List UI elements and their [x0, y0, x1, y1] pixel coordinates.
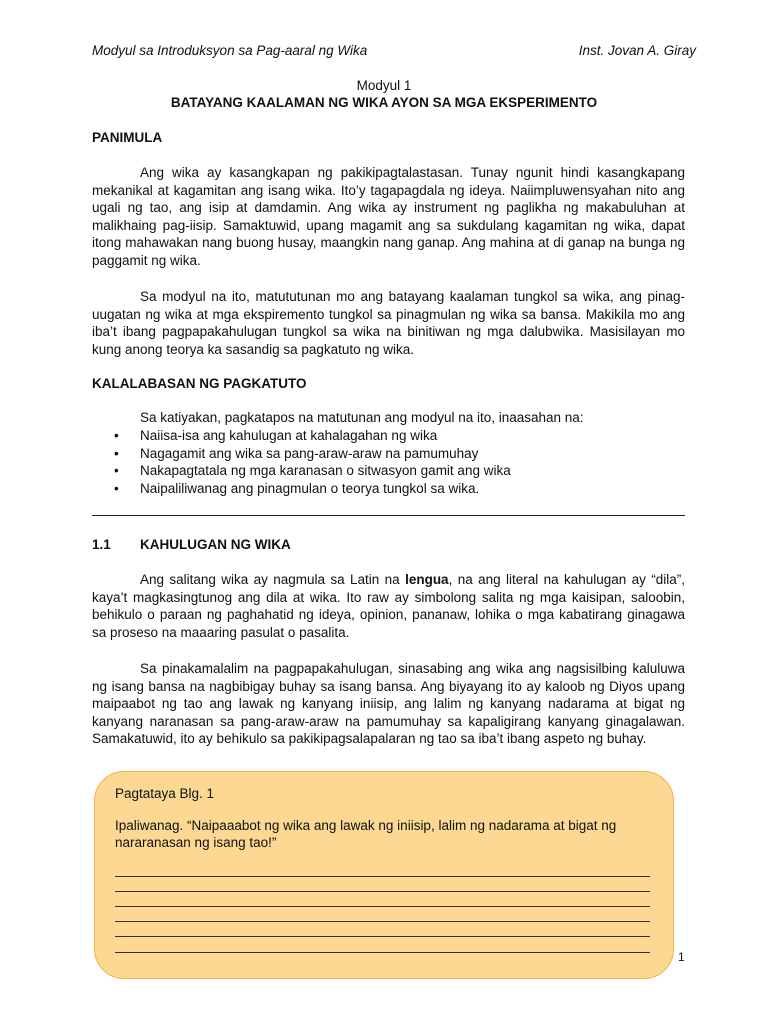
- section-title: KAHULUGAN NG WIKA: [140, 537, 291, 552]
- section-paragraph-1: Ang salitang wika ay nagmula sa Latin na lengua, na ang literal na kahulugan ay “dila”, kaya’t magkasingtunog ang dila at wika. Ito raw ay simbolong salita ng mga kaisipan, saloobin, behikulo o paraan ng paghahatid ng ideya, opinion, pananaw, lohika o mga kabatirang ginagawa sa proseso na maaaring pasulat o pasalita.: [92, 572, 686, 640]
- panimula-paragraph-1: Ang wika ay kasangkapan ng pakikipagtalastasan. Tunay ngunit hindi kasangkapang mekanikal at kagamitan ang isang wika. Ito’y tagapagdala ng ideya. Naiimpluwensyahan nito ang ugali ng tao, ang isip at damdamin. Ang wika ay instrument ng paglikha ng makabuluhan at malikhaing pag-iisip. Samaktuwid, upang magamit ang sa sukdulang kagamitan ng wika, dapat itong mahawakan nang buong husay, maangkin nang ganap. Ang mahina at di ganap na bunga ng paggamit ng wika.: [92, 165, 685, 268]
- header-course-title: Modyul sa Introduksyon sa Pag-aaral ng Wika: [92, 43, 368, 58]
- module-title: BATAYANG KAALAMAN NG WIKA AYON SA MGA EKSPERIMENTO: [170, 95, 598, 110]
- kalalabasan-heading: KALALABASAN NG PAGKATUTO: [92, 376, 307, 391]
- list-item: • Nagagamit ang wika sa pang-araw-araw na pamumuhay: [114, 445, 479, 461]
- bullet-icon: •: [114, 481, 119, 497]
- bullet-icon: •: [114, 428, 119, 443]
- bullet-icon: •: [114, 445, 119, 461]
- assessment-box: [94, 771, 674, 979]
- list-item: • Naiisa-isa ang kahulugan at kahalagahan ng wika: [114, 428, 438, 443]
- lengua-term: lengua: [405, 572, 449, 587]
- answer-line[interactable]: [115, 952, 650, 953]
- objectives-list: [92, 427, 685, 498]
- bullet-icon: •: [114, 463, 119, 479]
- panimula-heading: PANIMULA: [92, 130, 163, 145]
- page-header: [92, 43, 696, 61]
- section-number: 1.1: [92, 537, 111, 552]
- objectives-intro: Sa katiyakan, pagkatapos na matutunan ang modyul na ito, inaasahan na:: [140, 410, 584, 425]
- answer-line[interactable]: [115, 936, 650, 937]
- section-divider: [92, 515, 685, 516]
- answer-line[interactable]: [115, 891, 650, 892]
- section-paragraph-2: Sa pinakamalalim na pagpapakahulugan, sinasabing ang wika ang nagsisilbing kaluluwa ng isang bansa na nagbibigay buhay sa isang bansa. Ang biyayang ito ay kaloob ng Diyos upang maipaabot ng tao ang lawak ng kanyang iniisip, ang lalim ng kanyang nadarama at bigat ng kanyang naranasan sa pang-araw-araw na pamumuhay sa kapaligirang kanyang ginagalawan. Samakatuwid, ito ay behikulo sa pakikipagsalapalaran ng tao sa iba’t ibang aspeto ng buhay.: [92, 661, 685, 747]
- list-item: • Nakapagtatala ng mga karanasan o sitwasyon gamit ang wika: [114, 463, 511, 479]
- answer-line[interactable]: [115, 906, 650, 907]
- assessment-instruction: Ipaliwanag. “Naipaaabot ng wika ang lawak ng iniisip, lalim ng nadarama at bigat ng nararanasan ng isang tao!”: [115, 818, 617, 850]
- assessment-label: Pagtataya Blg. 1: [115, 786, 215, 801]
- page-number: 1: [678, 950, 685, 964]
- panimula-paragraph-2: Sa modyul na ito, matututunan mo ang batayang kaalaman tungkol sa wika, ang pinag-uugatan ng wika at mga ekspiremento tungkol sa pinagmulan ng wika sa bansa. Makikila mo ang iba’t ibang pagpapakahulugan tungkol sa wika na binitiwan ng mga dalubwika. Masisilayan mo kung anong teorya ka sasandig sa pagkatuto ng wika.: [92, 289, 685, 357]
- module-number: Modyul 1: [356, 78, 412, 93]
- list-item: • Naipaliliwanag ang pinagmulan o teorya tungkol sa wika.: [114, 481, 480, 497]
- answer-line[interactable]: [115, 876, 650, 877]
- answer-line[interactable]: [115, 921, 650, 922]
- header-instructor: Inst. Jovan A. Giray: [578, 43, 696, 58]
